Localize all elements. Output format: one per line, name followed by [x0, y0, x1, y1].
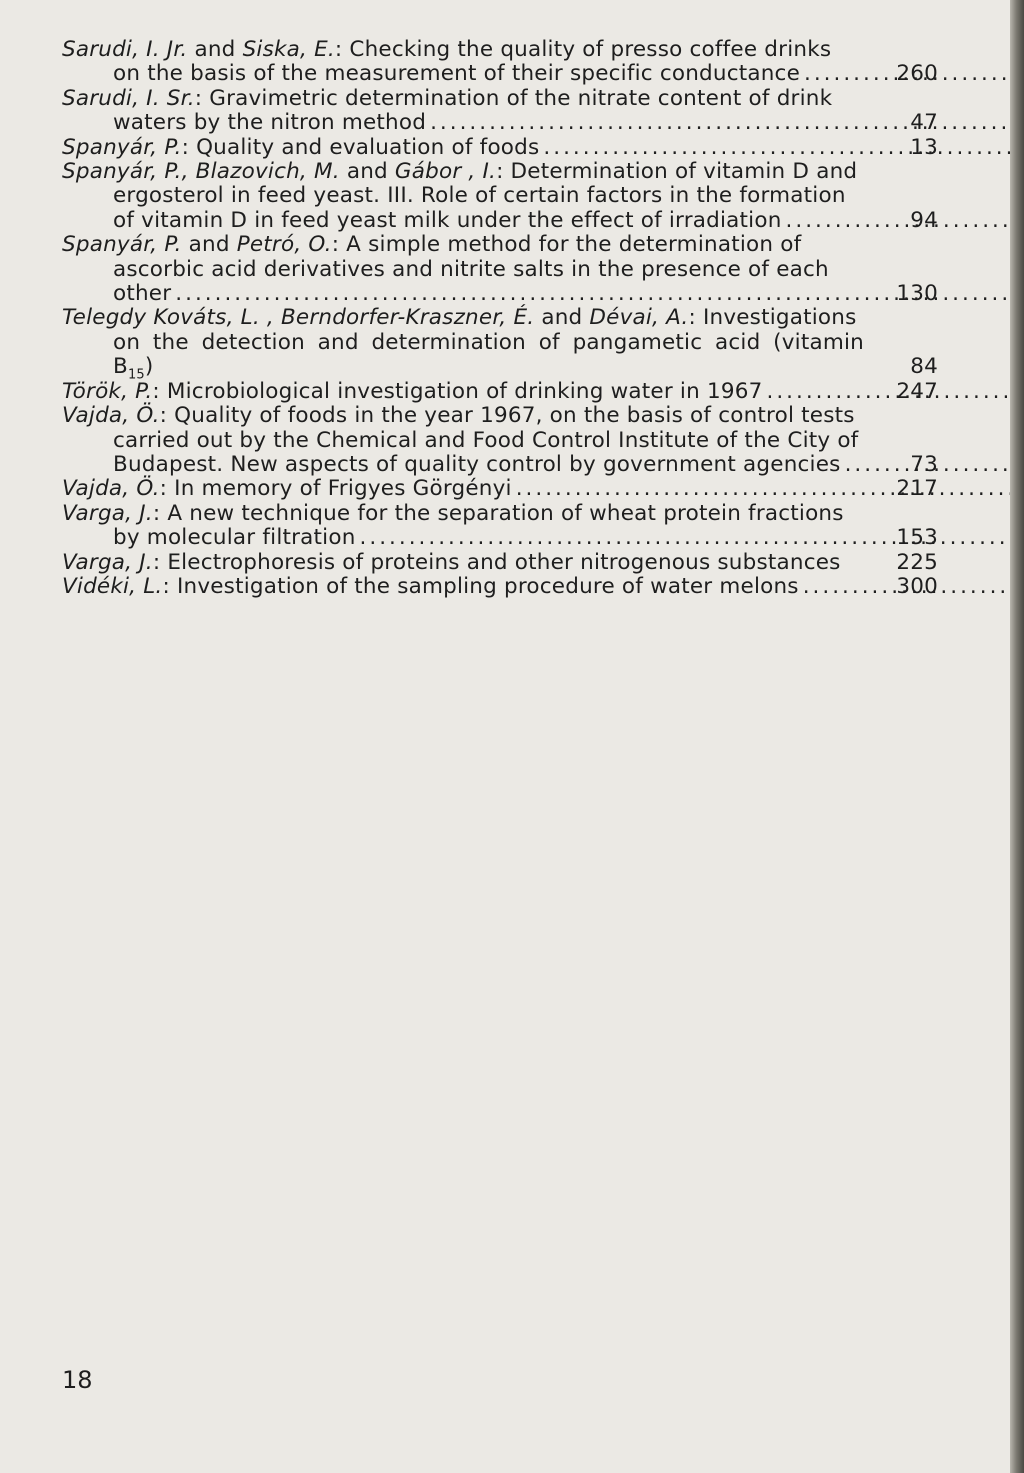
- entry-line: [62, 258, 864, 282]
- subscript: 15: [127, 367, 145, 383]
- entry-page-number: 13: [910, 134, 938, 160]
- index-entry: [62, 575, 938, 599]
- index-entry: [62, 502, 938, 551]
- index-entry: [62, 380, 938, 404]
- entry-title-line: Checking the quality of presso coffee drinks: [349, 37, 832, 62]
- entry-page-number: 247: [896, 378, 938, 404]
- entry-title-line: A new technique for the separation of wheat protein fractions: [167, 500, 844, 526]
- entry-coauthor: Gábor , I.: [394, 159, 497, 185]
- entry-page-number: 84: [910, 354, 938, 380]
- index-entry: [62, 477, 938, 501]
- entry-line: [62, 111, 864, 135]
- index-entry: [62, 305, 938, 383]
- entry-author: Vajda, Ö.: [62, 403, 160, 429]
- index-entry: [62, 551, 938, 575]
- entry-line: Vidéki, L.: Investigation of the sampling procedure of water melons .....: [62, 575, 864, 599]
- entry-page-number: 217: [896, 476, 938, 502]
- dot-leader: [543, 135, 1024, 160]
- entry-title-line: by molecular filtration: [113, 525, 356, 551]
- entry-line: on the detection and determination of pangametic acid (vitamin $B_{15}$): [113, 329, 864, 383]
- entry-author: Spanyár, P.: [62, 134, 182, 160]
- entry-title-line: A simple method for the determination of: [346, 232, 802, 258]
- entry-author: Sarudi, I. Jr.: [62, 37, 188, 62]
- entry-title-line: other: [113, 281, 172, 307]
- entry-page-number: 260: [896, 61, 938, 87]
- entry-title-line: Electrophoresis of proteins and other nitrogenous substances: [167, 549, 841, 575]
- entry-title-line: carried out by the Chemical and Food Control Institute of the City of: [113, 427, 859, 453]
- entry-line: Sarudi, I. Jr. and Siska, E.: Checking the quality of presso coffee drinks: [62, 37, 832, 62]
- entry-title-line: of vitamin D in feed yeast milk under the effect of irradiation: [113, 207, 782, 233]
- entry-title-line: on the detection and determination of pangametic acid (vitamin B: [113, 329, 864, 380]
- entry-author: Vidéki, L.: [62, 573, 163, 599]
- entry-author: Sarudi, I. Sr.: [62, 85, 195, 111]
- entry-title-line: Gravimetric determination of the nitrate content of drink: [209, 85, 833, 111]
- index-entry: [62, 404, 938, 477]
- index-entry: [62, 160, 938, 233]
- entry-author: Vajda, Ö.: [62, 476, 160, 502]
- entry-line: Varga, J.: A new technique for the separation of wheat protein fractions: [62, 500, 844, 526]
- entry-line: [62, 429, 864, 453]
- entry-line: [62, 184, 864, 208]
- page-edge-shadow: [1010, 0, 1024, 1473]
- entry-title-line: ergosterol in feed yeast. III. Role of certain factors in the formation: [113, 183, 846, 209]
- entry-title-line: Budapest. New aspects of quality control by government agencies: [113, 451, 841, 477]
- index-entry: [62, 38, 938, 87]
- entry-page-number: 94: [910, 207, 938, 233]
- entry-author: Spanyár, P.: [62, 232, 182, 258]
- entry-line: Spanyár, P.: Quality and evaluation of foods .....: [62, 136, 864, 160]
- entry-line: [62, 526, 864, 550]
- entry-line: [62, 282, 864, 306]
- index-entry: [62, 136, 938, 160]
- entry-author: Varga, J.: [62, 549, 153, 575]
- entry-page-number: 130: [896, 281, 938, 307]
- page-number: 18: [62, 1366, 93, 1394]
- entry-coauthor: Petró, O.: [236, 232, 332, 258]
- entry-line: Spanyár, P. and Petró, O.: A simple method for the determination of: [62, 232, 802, 258]
- entry-line: Vajda, Ö.: Quality of foods in the year 1967, on the basis of control tests: [62, 403, 855, 429]
- entry-title-line: Quality and evaluation of foods: [196, 134, 540, 160]
- entry-title-line: waters by the nitron method: [113, 110, 427, 136]
- entry-coauthor: Siska, E.: [242, 37, 335, 62]
- entry-title-line: Determination of vitamin D and: [510, 159, 858, 185]
- entry-title-line: Investigations: [702, 305, 857, 331]
- dot-leader: [516, 476, 1024, 501]
- entry-line: Sarudi, I. Sr.: Gravimetric determination of the nitrate content of drink: [62, 85, 833, 111]
- entry-line: [62, 62, 864, 86]
- entry-title-line: ascorbic acid derivatives and nitrite salts in the presence of each: [113, 256, 829, 282]
- entry-line: [62, 453, 864, 477]
- entry-line: [62, 209, 864, 233]
- author-index: [62, 38, 938, 599]
- entry-page-number: 47: [910, 110, 938, 136]
- entry-author: Varga, J.: [62, 500, 153, 526]
- entry-page-number: 300: [896, 573, 938, 599]
- entry-author: Spanyár, P., Blazovich, M.: [62, 159, 340, 185]
- entry-title-line: Quality of foods in the year 1967, on the basis of control tests: [174, 403, 855, 429]
- entry-line: Vajda, Ö.: In memory of Frigyes Görgényi .....: [62, 477, 864, 501]
- entry-title-line: In memory of Frigyes Görgényi: [174, 476, 512, 502]
- entry-line: Varga, J.: Electrophoresis of proteins and other nitrogenous substances: [62, 549, 841, 575]
- entry-page-number: 73: [910, 451, 938, 477]
- entry-title-line: Microbiological investigation of drinking water in 1967: [166, 378, 763, 404]
- entry-page-number: 225: [896, 549, 938, 575]
- index-entry: [62, 87, 938, 136]
- entry-line: Spanyár, P., Blazovich, M. and Gábor , I.: Determination of vitamin D and: [62, 159, 858, 185]
- entry-author: Telegdy Kováts, L. , Berndorfer-Kraszner, É.: [62, 305, 535, 331]
- entry-author: Török, P.: [62, 378, 153, 404]
- entry-line: Török, P.: Microbiological investigation of drinking water in 1967 .....: [62, 380, 864, 404]
- entry-title-line: Investigation of the sampling procedure of water melons: [176, 573, 799, 599]
- entry-line: Telegdy Kováts, L. , Berndorfer-Kraszner, É. and Dévai, A.: Investigations: [62, 305, 857, 331]
- entry-coauthor: Dévai, A.: [589, 305, 689, 331]
- index-entry: [62, 233, 938, 306]
- entry-title-line: on the basis of the measurement of their specific conductance: [113, 61, 801, 87]
- entry-page-number: 153: [896, 525, 938, 551]
